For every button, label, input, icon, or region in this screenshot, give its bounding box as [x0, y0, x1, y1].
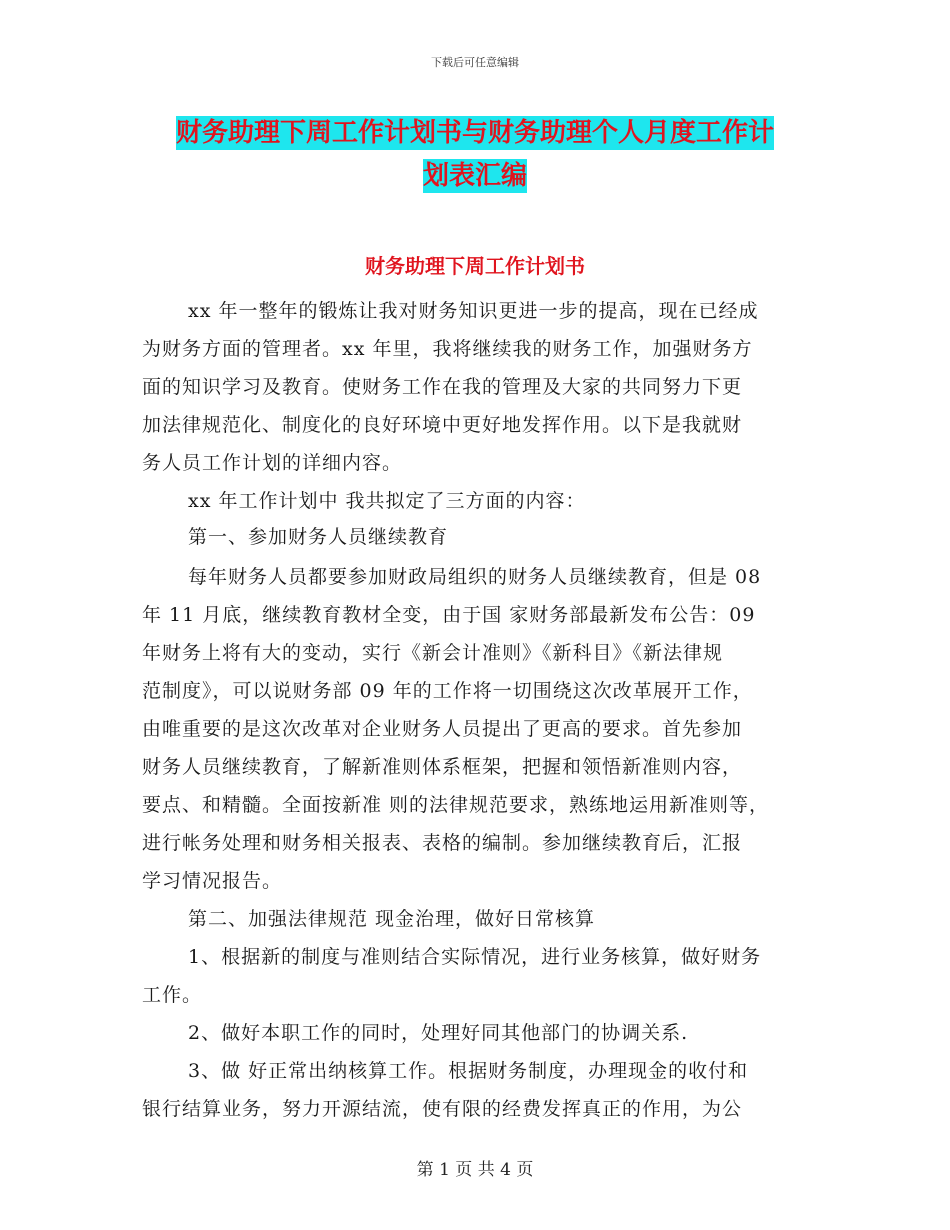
- paragraph-line: 2、做好本职工作的同时，处理好同其他部门的协调关系.: [188, 1022, 689, 1044]
- paragraph-line: 加法律规范化、制度化的良好环境中更好地发挥作用。以下是我就财: [142, 414, 743, 436]
- paragraph-line: 年 11 月底，继续教育教材全变，由于国 家财务部最新发布公告：09: [142, 604, 756, 626]
- paragraph-line: 第一、参加财务人员继续教育: [188, 526, 449, 548]
- section-title: 财务助理下周工作计划书: [365, 254, 585, 278]
- paragraph-line: 第二、加强法律规范 现金治理，做好日常核算: [188, 908, 596, 930]
- paragraph-line: 学习情况报告。: [142, 870, 283, 892]
- paragraph-line: 财务人员继续教育，了解新准则体系框架，把握和领悟新准则内容，: [142, 756, 743, 778]
- paragraph-line: 3、做 好正常出纳核算工作。根据财务制度，办理现金的收付和: [188, 1060, 749, 1082]
- document-title-line-1: 财务助理下周工作计划书与财务助理个人月度工作计: [175, 118, 774, 148]
- paragraph-line: 1、根据新的制度与准则结合实际情况，进行业务核算，做好财务: [188, 946, 762, 968]
- paragraph-line: 务人员工作计划的详细内容。: [142, 452, 403, 474]
- paragraph-line: 要点、和精髓。全面按新准 则的法律规范要求，熟练地运用新准则等，: [142, 794, 770, 816]
- paragraph-line: 由唯重要的是这次改革对企业财务人员提出了更高的要求。首先参加: [142, 718, 743, 740]
- paragraph-line: 面的知识学习及教育。使财务工作在我的管理及大家的共同努力下更: [142, 376, 743, 398]
- paragraph-line: 工作。: [142, 984, 203, 1006]
- paragraph-line: xx 年工作计划中 我共拟定了三方面的内容：: [188, 490, 586, 512]
- paragraph-line: 进行帐务处理和财务相关报表、表格的编制。参加继续教育后，汇报: [142, 832, 743, 854]
- document-title-line-2: 划表汇编: [422, 161, 527, 191]
- page-header-note: 下载后可任意编辑: [431, 56, 519, 69]
- paragraph-line: 年财务上将有大的变动，实行《新会计准则》《新科目》《新法律规: [142, 642, 724, 664]
- paragraph-line: xx 年一整年的锻炼让我对财务知识更进一步的提高，现在已经成: [188, 300, 759, 322]
- paragraph-line: 范制度》，可以说财务部 09 年的工作将一切围绕这次改革展开工作，: [142, 680, 753, 702]
- page-number: 第 1 页 共 4 页: [416, 1160, 534, 1180]
- paragraph-line: 为财务方面的管理者。xx 年里，我将继续我的财务工作，加强财务方: [142, 338, 753, 360]
- paragraph-line: 银行结算业务，努力开源结流，使有限的经费发挥真正的作用，为公: [142, 1098, 743, 1120]
- paragraph-line: 每年财务人员都要参加财政局组织的财务人员继续教育，但是 08: [188, 566, 762, 588]
